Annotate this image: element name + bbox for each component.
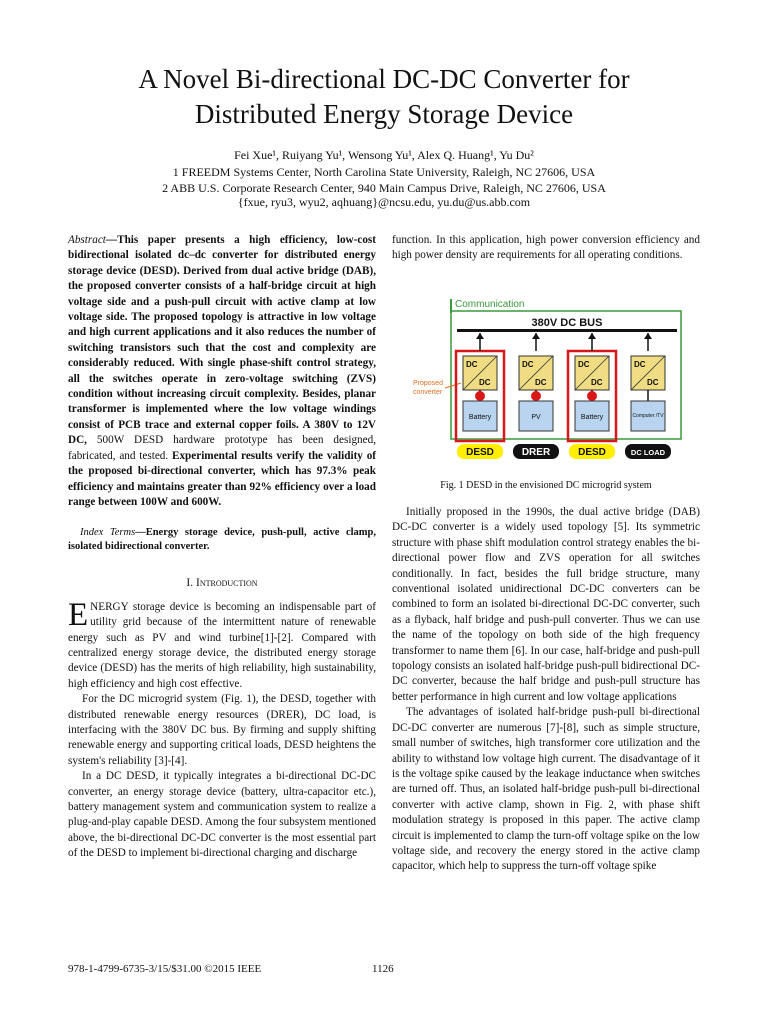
figure-dc-microgrid [405,293,685,468]
device-label: Computer /TV [632,413,664,419]
bus-arrow-head [476,333,484,339]
converter-label-top: DC [578,360,590,369]
converter-label-top: DC [522,360,534,369]
author-emails: {fxue, ryu3, wyu2, aqhuang}@ncsu.edu, yu.du@us.abb.com [237,195,531,209]
dc-bus-label: 380V DC BUS [531,317,603,329]
right-paragraph-1: Initially proposed in the 1990s, the dual active bridge (DAB) DC-DC converter is a widely used topology [5]. Its symmetric structure with phase shift modulation control strategy enables the bi-directional power flow and ZVS operation for all switches conditionally. In fact, besides the full bridge structure, many conventional isolated unidirectional DC-DC converters can be combined to form an isolated bi-directional DC-DC converter, such as a flyback, half bridge and push-pull converter. Thus we can use the name of the topology on both side of the high frequency transformer to name them [6]. In our case, half-bridge and push-pull topology consists an isolated half-bridge push-pull bidirectional DC-DC converter, because the half bridge and push-pull structure has better performance in high current and low voltage applications [392,506,700,703]
page-number: 1126 [372,963,394,975]
unit-tag-label: DC LOAD [630,448,666,457]
control-node [587,391,597,401]
left-column [68,233,376,862]
proposed-arrow [445,383,461,388]
title-line-2: Distributed Energy Storage Device [194,99,574,129]
intro-paragraph-1 [68,596,376,692]
unit-tag-label: DRER [521,447,551,458]
microgrid-units [456,333,671,459]
bus-arrow-head [644,333,652,339]
device-label: Battery [468,414,492,421]
right-paragraph-2: The advantages of isolated half-bridge push-pull bi-directional DC-DC converter are numerous [7]-[8], such as simple structure, small number of switches, high transformer core utilization and the ability to withstand low voltage high current. The disadvantage of it is the voltage spike caused by the leakage inductance when switches are turned off. Thus, an isolated half-bridge push-pull bi-directional converter with active clamp, shown in Fig. 2, with phase shift modulation strategy is proposed in this paper. The active clamp circuit is implemented to clamp the turn-off voltage spike on the low voltage side, and recovery the energy stored in the active clamp capacitor, which help to suppress the turn-off voltage spike [392,706,700,873]
footer-isbn: 978-1-4799-6735-3/15/$31.00 ©2015 IEEE [68,963,262,975]
affiliation-2: 2 ABB U.S. Corporate Research Center, 940 Main Campus Drive, Raleigh, NC 27606, USA [162,181,606,195]
right-column-body [392,505,700,875]
converter-label-bottom: DC [479,378,491,387]
abstract [68,233,376,510]
proposed-label-2: converter [413,389,443,396]
right-column-top-text: function. In this application, high power conversion efficiency and high power density are requirements for all operating conditions. [392,234,700,262]
authors: Fei Xue¹, Ruiyang Yu¹, Wensong Yu¹, Alex Q. Huang¹, Yu Du² [234,148,534,162]
right-column-top [392,233,700,264]
paper-title [0,62,768,132]
affiliation-1: 1 FREEDM Systems Center, North Carolina State University, Raleigh, NC 27606, USA [172,165,596,179]
section-heading-introduction: I. Introduction [186,577,258,590]
control-node [475,391,485,401]
abstract-plain: 500W DESD hardware prototype has been designed, fabricated, and tested. [68,434,376,462]
title-line-1: A Novel Bi-directional DC-DC Converter for [138,64,630,94]
converter-label-bottom: DC [535,378,547,387]
converter-label-bottom: DC [647,378,659,387]
proposed-label-1: Proposed [413,380,443,387]
abstract-lead: Abstract [68,234,106,246]
bus-arrow-head [532,333,540,339]
converter-label-top: DC [466,360,478,369]
abstract-end: Experimental results verify the validity of the proposed bi-directional converter, which has 97.3% peak efficiency and maintains greater than 92% efficiency over a load range between 100W and 600W. [68,449,377,508]
device-label: Battery [580,414,604,421]
converter-label-bottom: DC [591,378,603,387]
communication-label: Communication [455,299,525,310]
intro-paragraph-1-text: NERGY storage device is becoming an indispensable part of utility grid because of the intermittent nature of renewable energy such as PV and wind turbine[1]-[2]. Compared with centralized energy storage device, the distributed energy storage device (DESD) has the merits of high reliability, high sustainability, high efficiency and high cost effective. [68,600,376,690]
converter-label-top: DC [634,360,646,369]
intro-paragraph-2: For the DC microgrid system (Fig. 1), the DESD, together with distributed renewable energy resources (DRER), DC load, is interfacing with the 380V DC bus. By firming and supply shifting renewable energy and supporting critical loads, DESD heightens the system's reliability [3]-[4]. [68,693,376,767]
bus-arrow-head [588,333,596,339]
device-label: PV [531,414,541,421]
abstract-body: —This paper presents a high efficiency, low-cost bidirectional isolated dc–dc converter for distributed energy storage device (DESD). Derived from dual active bridge (DAB), the proposed converter consists of a half-bridge circuit at high voltage side and a push-pull circuit with active clamp at low voltage side. The proposed topology is attractive in low voltage and high current applications and it also reduces the number of switching transistors such that the cost and complexity are considerably reduced. With single phase-shift control strategy, all the switches operate in zero-voltage switching (ZVS) condition without increasing circuit complexity. Besides, planar transformer is implemented where the low voltage windings consist of PCB trace and external copper foils. A 380V to 12V DC, [68,234,376,447]
index-terms-body: —Energy storage device, push-pull, active clamp, isolated bidirectional converter. [68,527,376,553]
unit-tag-label: DESD [578,447,606,458]
unit-tag-label: DESD [466,447,494,458]
intro-paragraph-3: In a DC DESD, it typically integrates a bi-directional DC-DC converter, an energy storage device (battery, ultra-capacitor etc.), battery management system and communication system to realize a plug-and-play capable DESD. Among the four subsystem mentioned above, the bi-directional DC-DC converter is the most essential part of the DESD to implement bi-directional charging and discharge [68,770,376,860]
drop-cap: E [68,596,89,633]
index-terms-lead: Index Terms [80,527,136,539]
dc-bus-line [457,329,677,332]
index-terms [68,526,376,554]
control-node [531,391,541,401]
figure-caption: Fig. 1 DESD in the envisioned DC microgrid system [440,480,652,491]
